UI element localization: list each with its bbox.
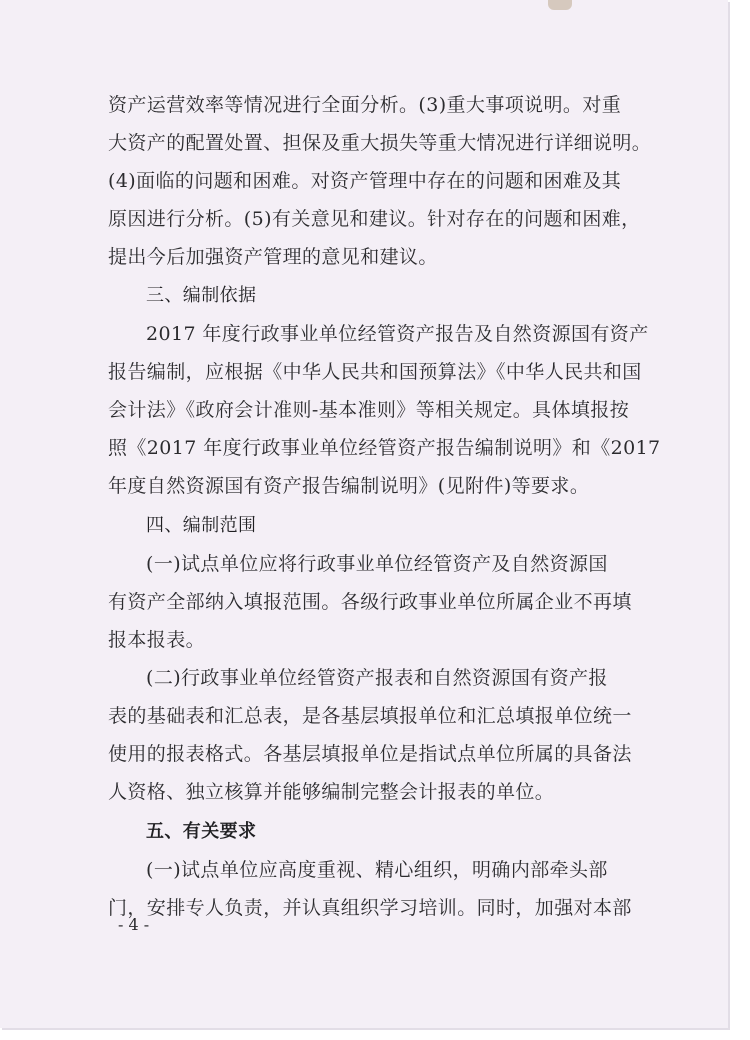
body-line: 使用的报表格式。各基层填报单位是指试点单位所属的具备法 xyxy=(108,743,632,765)
body-line: 原因进行分析。(5)有关意见和建议。针对存在的问题和困难， xyxy=(108,208,641,230)
body-line: 会计法》《政府会计准则-基本准则》等相关规定。具体填报按 xyxy=(108,399,630,421)
section-heading-requirements: 五、有关要求 xyxy=(146,821,257,842)
body-line: (一)试点单位应高度重视、精心组织，明确内部牵头部 xyxy=(146,859,608,881)
body-line: 人资格、独立核算并能够编制完整会计报表的单位。 xyxy=(108,781,555,803)
body-line: 2017 年度行政事业单位经管资产报告及自然资源国有资产 xyxy=(146,323,649,345)
body-line: (二)行政事业单位经管资产报表和自然资源国有资产报 xyxy=(146,667,608,689)
section-heading-scope: 四、编制范围 xyxy=(146,515,257,536)
body-line: 资产运营效率等情况进行全面分析。(3)重大事项说明。对重 xyxy=(108,94,622,116)
page-number: - 4 - xyxy=(118,915,150,934)
body-line: 表的基础表和汇总表，是各基层填报单位和汇总填报单位统一 xyxy=(108,705,632,727)
body-line: 门，安排专人负责，并认真组织学习培训。同时，加强对本部 xyxy=(108,897,632,919)
section-heading-basis: 三、编制依据 xyxy=(146,285,257,306)
body-line: (一)试点单位应将行政事业单位经管资产及自然资源国 xyxy=(146,553,608,575)
body-line: 大资产的配置处置、担保及重大损失等重大情况进行详细说明。 xyxy=(108,132,652,154)
body-line: 年度自然资源国有资产报告编制说明》(见附件)等要求。 xyxy=(108,475,590,497)
body-line: 报本报表。 xyxy=(108,629,206,651)
body-line: 报告编制，应根据《中华人民共和国预算法》《中华人民共和国 xyxy=(108,361,642,383)
body-line: (4)面临的问题和困难。对资产管理中存在的问题和困难及其 xyxy=(108,170,622,192)
body-line: 提出今后加强资产管理的意见和建议。 xyxy=(108,246,438,268)
staple-mark xyxy=(548,0,572,10)
body-line: 照《2017 年度行政事业单位经管资产报告编制说明》和《2017 xyxy=(108,437,661,459)
body-line: 有资产全部纳入填报范围。各级行政事业单位所属企业不再填 xyxy=(108,591,632,613)
